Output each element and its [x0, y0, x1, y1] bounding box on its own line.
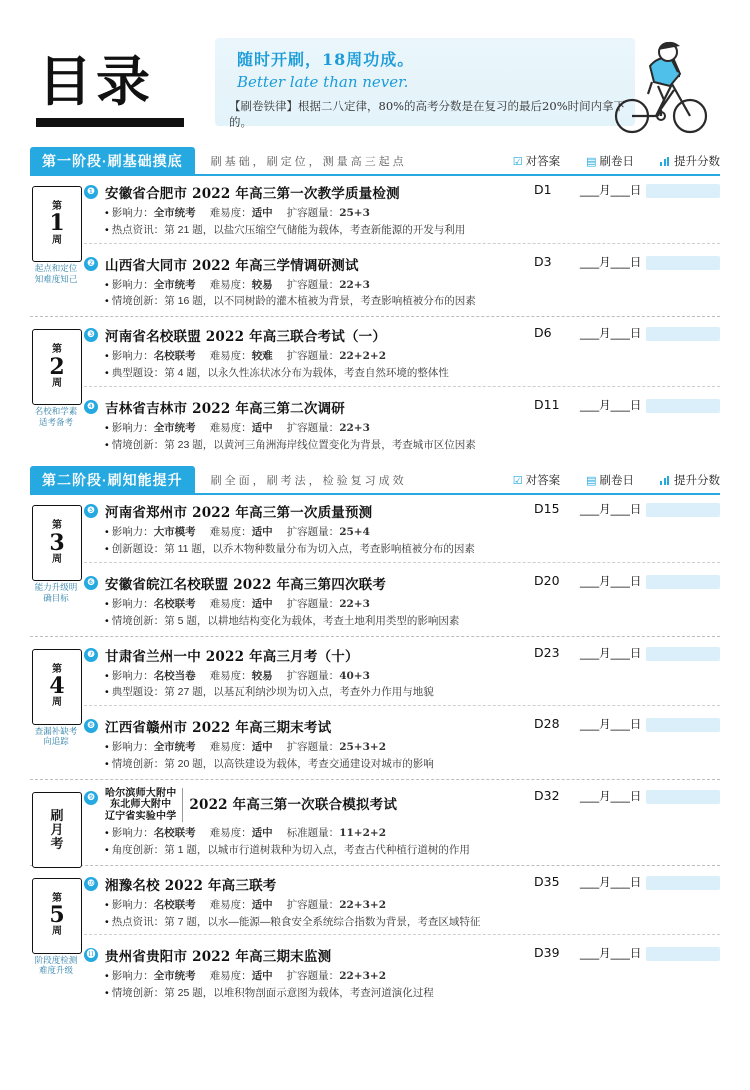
item-divider — [84, 705, 720, 706]
week-side-note: 名校和学素适考备考 — [34, 407, 78, 428]
list-item[interactable] — [84, 639, 720, 711]
item-title: 贵州省贵阳市 2022 年高三期末监测 — [105, 949, 332, 966]
item-divider — [84, 243, 720, 244]
item-divider — [84, 562, 720, 563]
bar-chart-icon — [660, 476, 671, 485]
item-number: ❺ — [84, 504, 98, 518]
list-item[interactable] — [84, 710, 720, 777]
week-divider — [30, 779, 720, 780]
list-item[interactable] — [84, 495, 720, 567]
item-number: ❾ — [84, 791, 98, 805]
banner-slogan-en: Better late than never. — [237, 73, 409, 91]
item-title — [105, 788, 526, 823]
week-column — [30, 782, 84, 863]
book-icon: ▤ — [586, 155, 597, 168]
week-side-note: 能力升级明确目标 — [34, 583, 78, 604]
item-score-blank[interactable] — [646, 399, 720, 413]
week-side-note: 起点和定位知难度知己 — [34, 264, 78, 285]
list-item[interactable] — [84, 248, 720, 315]
catalog-page — [0, 30, 750, 1090]
item-bullet: • 影响力：全市统考 难易度：较易 扩容题量：22+3 — [105, 278, 370, 291]
week-badge: 第 3 周 — [32, 505, 82, 581]
item-number: ⓫ — [84, 948, 98, 962]
week-row — [30, 639, 720, 777]
header-banner — [215, 38, 635, 129]
item-date-blank[interactable]: ___月___日 — [580, 719, 642, 732]
item-score-blank[interactable] — [646, 947, 720, 961]
item-title-text: 2022 年高三第一次联合模拟考试 — [189, 796, 398, 813]
week-row — [30, 868, 720, 1006]
banner-slogan-cn: 随时开刷，18周功成。 — [237, 50, 415, 69]
item-bullet: • 影响力：名校联考 难易度：适中 扩容题量：22+3 — [105, 597, 370, 610]
week-entries — [84, 782, 720, 863]
item-bullet: • 影响力：全市统考 难易度：适中 扩容题量：25+3+2 — [105, 741, 387, 754]
col-answer-1: ☑ 对答案 — [512, 155, 561, 168]
item-date-blank[interactable]: ___月___日 — [580, 876, 642, 889]
item-bullet: • 影响力：名校联考 难易度：适中 标准题量：11+2+2 — [105, 827, 387, 840]
item-page: D28 — [534, 716, 560, 732]
item-title: 安徽省合肥市 2022 年高三第一次教学质量检测 — [105, 186, 400, 202]
item-date-blank[interactable]: ___月___日 — [580, 256, 642, 269]
week-divider — [30, 865, 720, 866]
week-column — [30, 176, 84, 314]
list-item[interactable] — [84, 782, 720, 863]
item-title: 吉林省吉林市 2022 年高三第二次调研 — [105, 400, 345, 417]
week-badge: 第 1 周 — [32, 186, 82, 262]
list-item[interactable] — [84, 391, 720, 458]
item-score-blank[interactable] — [646, 790, 720, 804]
item-bullet: • 典型题设：第 27 题，以基瓦利纳沙坝为切入点，考查外力作用与地貌 — [105, 686, 434, 699]
week-entries — [84, 176, 720, 314]
week-entries — [84, 868, 720, 1006]
page-title: 目录 — [38, 49, 154, 113]
item-score-blank[interactable] — [646, 647, 720, 661]
item-bullet: • 情境创新：第 16 题，以不同树龄的灌木植被为背景，考查影响植被分布的因素 — [105, 295, 476, 308]
item-page: D23 — [534, 644, 560, 660]
cyclist-icon — [606, 30, 716, 138]
item-page: D3 — [534, 253, 552, 269]
list-item[interactable] — [84, 176, 720, 248]
column-headers-1 — [513, 153, 720, 169]
item-score-blank[interactable] — [646, 327, 720, 341]
week-entries — [84, 319, 720, 457]
week-row — [30, 495, 720, 633]
item-date-blank[interactable]: ___月___日 — [580, 399, 642, 412]
item-bullet: • 影响力：全市统考 难易度：适中 扩容题量：22+3 — [105, 421, 370, 434]
item-divider — [84, 386, 720, 387]
item-bullet: • 影响力：名校当卷 难易度：较易 扩容题量：40+3 — [105, 669, 370, 682]
item-date-blank[interactable]: ___月___日 — [580, 790, 642, 803]
item-page: D32 — [534, 787, 560, 803]
section-2-content — [30, 495, 720, 1006]
item-bullet: • 情境创新：第 20 题，以高铁建设为载体，考查交通建设对城市的影响 — [105, 757, 434, 770]
check-icon: ☑ — [512, 155, 523, 168]
item-date-blank[interactable]: ___月___日 — [580, 647, 642, 660]
item-bullet: • 角度创新：第 1 题，以城市行道树栽种为切入点，考查古代种植行道树的作用 — [105, 844, 470, 857]
week-badge: 第 2 周 — [32, 329, 82, 405]
title-underline — [36, 118, 184, 127]
section-1-content — [30, 176, 720, 457]
item-page: D35 — [534, 873, 560, 889]
item-number: ❼ — [84, 648, 98, 662]
item-score-blank[interactable] — [646, 184, 720, 198]
item-bullet: • 影响力：全市统考 难易度：适中 扩容题量：25+3 — [105, 207, 370, 219]
item-score-blank[interactable] — [646, 575, 720, 589]
item-score-blank[interactable] — [646, 503, 720, 517]
item-number: ❶ — [84, 185, 98, 199]
item-number: ❹ — [84, 400, 98, 414]
item-bullet: • 影响力：名校联考 难易度：适中 扩容题量：22+3+2 — [105, 898, 387, 911]
week-column — [30, 868, 84, 1006]
week-divider — [30, 316, 720, 317]
list-item[interactable] — [84, 939, 720, 1006]
item-date-blank[interactable]: ___月___日 — [580, 504, 642, 517]
item-title: 安徽省皖江名校联盟 2022 年高三第四次联考 — [105, 576, 387, 593]
col-paper-1: ▤ 刷卷日 — [586, 155, 634, 168]
item-number: ❻ — [84, 576, 98, 590]
bar-chart-icon — [660, 157, 671, 166]
item-bullet: • 情境创新：第 25 题，以堆积物剖面示意图为载体，考查河道演化过程 — [105, 987, 434, 1000]
week-column — [30, 495, 84, 633]
section-slogan-1: 刷基础，刷定位，测量高三起点 — [210, 155, 407, 168]
col-score-1: 提升分数 — [660, 153, 720, 169]
item-title: 甘肃省兰州一中 2022 年高三月考（十） — [105, 648, 359, 665]
week-side-note: 查漏补缺考向追踪 — [34, 726, 78, 748]
item-page: D11 — [534, 396, 560, 412]
item-number: ❿ — [84, 877, 98, 891]
week-badge: 第 5 周 — [32, 878, 82, 954]
week-column — [30, 319, 84, 457]
item-bullet: • 影响力：大市模考 难易度：适中 扩容题量：25+4 — [105, 526, 370, 539]
item-date-blank[interactable]: ___月___日 — [580, 948, 642, 961]
item-page: D6 — [534, 325, 552, 341]
week-row — [30, 319, 720, 457]
item-date-blank[interactable]: ___月___日 — [580, 575, 642, 588]
week-entries — [84, 639, 720, 777]
item-bullet: • 热点资讯：第 21 题，以盐穴压缩空气储能为载体，考查新能源的开发与利用 — [105, 223, 466, 236]
week-row — [30, 176, 720, 314]
item-school-stack: 哈尔滨师大附中 东北师大附中 辽宁省实验中学 — [105, 788, 183, 823]
item-title: 河南省名校联盟 2022 年高三联合考试（一） — [105, 329, 387, 346]
item-page: D1 — [534, 182, 552, 197]
section-bar-2 — [30, 467, 720, 493]
item-bullet: • 典型题设：第 4 题，以永久性冻状冰分布为载体，考查自然环境的整体性 — [105, 366, 449, 379]
list-item[interactable] — [84, 319, 720, 391]
col-paper-2: ▤ 刷卷日 — [586, 474, 634, 488]
book-icon: ▤ — [586, 474, 597, 487]
item-bullet: • 情境创新：第 23 题，以黄河三角洲海岸线位置变化为背景，考查城市区位因素 — [105, 438, 476, 451]
week-badge: 第 4 周 — [32, 649, 82, 725]
list-item[interactable] — [84, 567, 720, 634]
item-title: 湘豫名校 2022 年高三联考 — [105, 877, 277, 894]
week-divider — [30, 636, 720, 637]
item-bullet: • 创新题设：第 11 题，以乔木物种数量分布为切入点，考查影响植被分布的因素 — [105, 543, 475, 556]
week-entries — [84, 495, 720, 633]
week-badge: 刷 月 考 — [32, 792, 82, 868]
col-answer-2: ☑ 对答案 — [512, 474, 561, 488]
item-page: D39 — [534, 945, 560, 961]
item-title: 江西省赣州市 2022 年高三期末考试 — [105, 720, 332, 737]
section-bar-1 — [30, 148, 720, 174]
banner-note: 【刷卷铁律】根据二八定律，80%的高考分数是在复习的最后20%时间内拿下的。 — [229, 99, 626, 129]
list-item[interactable] — [84, 868, 720, 940]
item-date-blank[interactable]: ___月___日 — [580, 185, 642, 197]
item-page: D15 — [534, 501, 560, 517]
week-column — [30, 639, 84, 777]
item-bullet: • 影响力：名校联考 难易度：较难 扩容题量：22+2+2 — [105, 350, 387, 363]
item-page: D20 — [534, 572, 560, 588]
item-bullet: • 情境创新：第 5 题，以耕地结构变化为载体，考查土地利用类型的影响因素 — [105, 614, 460, 627]
section-tab-1: 第一阶段·刷基础摸底 — [30, 147, 195, 175]
week-row — [30, 782, 720, 863]
week-side-note: 阶段度检测难度升级 — [34, 955, 78, 977]
item-number: ❸ — [84, 328, 98, 342]
col-score-2: 提升分数 — [660, 472, 720, 488]
item-score-blank[interactable] — [646, 876, 720, 890]
section-slogan-2: 刷全面，刷考法，检验复习成效 — [210, 474, 407, 488]
item-title: 山西省大同市 2022 年高三学情调研测试 — [105, 257, 359, 274]
item-score-blank[interactable] — [646, 718, 720, 732]
item-bullet: • 影响力：全市统考 难易度：适中 扩容题量：22+3+2 — [105, 970, 387, 983]
item-date-blank[interactable]: ___月___日 — [580, 328, 642, 341]
item-number: ❷ — [84, 257, 98, 271]
item-number: ❽ — [84, 719, 98, 733]
section-tab-2: 第二阶段·刷知能提升 — [30, 466, 195, 494]
item-divider — [84, 934, 720, 935]
item-bullet: • 热点资讯：第 7 题，以水—能源—粮食安全系统综合指数为背景，考查区域特征 — [105, 915, 481, 928]
page-header — [30, 30, 720, 148]
check-icon: ☑ — [512, 474, 523, 487]
column-headers-2 — [513, 472, 720, 488]
item-title: 河南省郑州市 2022 年高三第一次质量预测 — [105, 505, 373, 522]
item-score-blank[interactable] — [646, 256, 720, 270]
